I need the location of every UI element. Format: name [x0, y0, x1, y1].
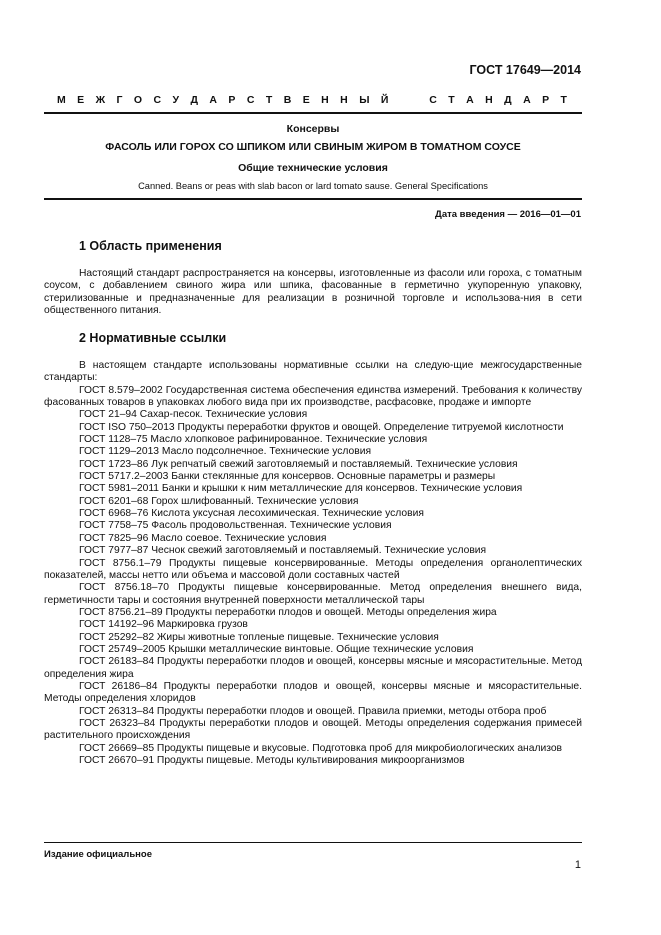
section-1-text: Настоящий стандарт распространяется на консервы, изготовленные из фасоли или гороха, с томатным соусом, с добавлением свиного жира или шпика, фасованные в герметично укупоренную упаковку, стерилизованные и предназначенные для реализации в розничной торговле и использова-ния в сети общественного питания.: [44, 268, 582, 317]
banner-letter: Ж: [95, 94, 106, 106]
header-bottom-rule: [44, 198, 582, 200]
reference-item: ГОСТ 26183–84 Продукты переработки плодов и овощей, консервы мясные и мясорастительные. Метод определения жира: [44, 656, 582, 680]
banner-letter: Р: [228, 94, 236, 106]
banner-letter: А: [523, 94, 531, 106]
normative-references: [44, 360, 582, 767]
banner-letter: О: [133, 94, 143, 106]
reference-item: ГОСТ 7825–96 Масло соевое. Технические условия: [79, 532, 327, 544]
reference-item: ГОСТ 26186–84 Продукты переработки плодов и овощей, консервы мясные и мясорастительные. Методы определения хлоридов: [44, 680, 582, 705]
reference-item: ГОСТ 8756.1–79 Продукты пищевые консервированные. Методы определения органолептических показателей, массы нетто или объема и массовой доли составных частей: [44, 557, 582, 581]
banner-letter: Н: [340, 94, 348, 106]
banner-letter: Г: [116, 94, 123, 106]
banner-letter: Й: [380, 94, 389, 106]
reference-list: [44, 385, 582, 768]
banner-letter: Т: [265, 94, 273, 106]
reference-item: ГОСТ 1128–75 Масло хлопковое рафинированное. Технические условия: [79, 434, 428, 446]
banner-letter: У: [172, 94, 180, 106]
reference-item: ГОСТ 21–94 Сахар-песок. Технические условия: [79, 409, 308, 421]
reference-item: ГОСТ 25749–2005 Крышки металлические винтовые. Общие технические условия: [79, 643, 474, 655]
section-2-heading: 2 Нормативные ссылки: [79, 331, 227, 345]
reference-item: ГОСТ 26313–84 Продукты переработки плодов и овощей. Правила приемки, методы отбора проб: [79, 705, 547, 717]
reference-item: ГОСТ 8756.21–89 Продукты переработки плодов и овощей. Методы определения жира: [79, 606, 497, 618]
header-top-rule: [44, 112, 582, 114]
reference-item: ГОСТ 1723–86 Лук репчатый свежий заготовляемый и поставляемый. Технические условия: [79, 458, 518, 470]
reference-item: ГОСТ 6968–76 Кислота уксусная лесохимическая. Технические условия: [79, 508, 424, 520]
document-subtitle: Общие технические условия: [238, 162, 388, 174]
banner-letter: Н: [485, 94, 493, 106]
banner-letter: С: [246, 94, 255, 106]
reference-item: ГОСТ 1129–2013 Масло подсолнечное. Технические условия: [79, 446, 372, 458]
references-intro: В настоящем стандарте использованы нормативные ссылки на следую-щие межгосударственные стандарты:: [44, 360, 582, 384]
banner-letter: А: [209, 94, 217, 106]
banner-letter: Т: [448, 94, 455, 106]
banner-letter: А: [466, 94, 474, 106]
banner-letter: Е: [77, 94, 85, 106]
reference-item: ГОСТ 6201–68 Горох шлифованный. Технические условия: [79, 495, 359, 507]
reference-item: ГОСТ 5981–2011 Банки и крышки к ним металлические для консервов. Технические условия: [79, 483, 523, 495]
reference-item: ГОСТ 7977–87 Чеснок свежий заготовляемый и поставляемый. Технические условия: [79, 545, 487, 557]
reference-item: ГОСТ 25292–82 Жиры животные топленые пищевые. Технические условия: [79, 631, 439, 643]
banner-letter: Н: [321, 94, 329, 106]
banner-letter: С: [429, 94, 437, 106]
title-category: Консервы: [286, 123, 340, 135]
banner-letter: Ы: [359, 94, 370, 106]
reference-item: ГОСТ 8756.18–70 Продукты пищевые консервированные. Метод определения внешнего вида, герметичности тары и состояния внутренней поверхности металлической тары: [44, 582, 582, 606]
interstate-standard-banner: [57, 94, 567, 106]
reference-item: ГОСТ 8.579–2002 Государственная система обеспечения единства измерений. Требования к количеству фасованных товаров в упаковках любого вида при их производстве, расфасовке, продаже и импорте: [44, 384, 582, 409]
banner-letter: С: [153, 94, 162, 106]
english-title: Canned. Beans or peas with slab bacon or lard tomato sause. General Specifications: [138, 181, 488, 191]
reference-item: ГОСТ 26670–91 Продукты пищевые. Методы культивирования микроорганизмов: [79, 755, 465, 766]
page-number: 1: [574, 859, 581, 871]
section-1-heading: 1 Область применения: [79, 239, 222, 253]
banner-letter: Д: [190, 94, 198, 106]
document-number: ГОСТ 17649—2014: [469, 63, 581, 77]
banner-letter: Е: [302, 94, 310, 106]
banner-letter: Р: [542, 94, 550, 106]
reference-item: ГОСТ 26323–84 Продукты переработки плодов и овощей. Методы определения содержания примесей растительного происхождения: [44, 717, 582, 742]
reference-item: ГОСТ 5717.2–2003 Банки стеклянные для консервов. Основные параметры и размеры: [79, 471, 496, 483]
banner-word-gap: [400, 94, 418, 106]
reference-item: ГОСТ ISO 750–2013 Продукты переработки фруктов и овощей. Определение титруемой кислотности: [79, 421, 564, 433]
edition-label: Издание официальное: [44, 849, 152, 860]
banner-letter: М: [57, 94, 66, 106]
document-title: ФАСОЛЬ ИЛИ ГОРОХ СО ШПИКОМ ИЛИ СВИНЫМ ЖИРОМ В ТОМАТНОМ СОУСЕ: [105, 141, 521, 153]
reference-item: ГОСТ 26669–85 Продукты пищевые и вкусовые. Подготовка проб для микробиологических анализов: [79, 742, 563, 754]
footer-rule: [44, 842, 582, 843]
reference-item: ГОСТ 14192–96 Маркировка грузов: [79, 619, 248, 631]
banner-letter: Т: [560, 94, 567, 106]
effective-date: Дата введения — 2016—01—01: [435, 209, 581, 220]
banner-letter: Д: [504, 94, 512, 106]
reference-item: ГОСТ 7758–75 Фасоль продовольственная. Технические условия: [79, 520, 392, 532]
banner-letter: В: [283, 94, 292, 106]
